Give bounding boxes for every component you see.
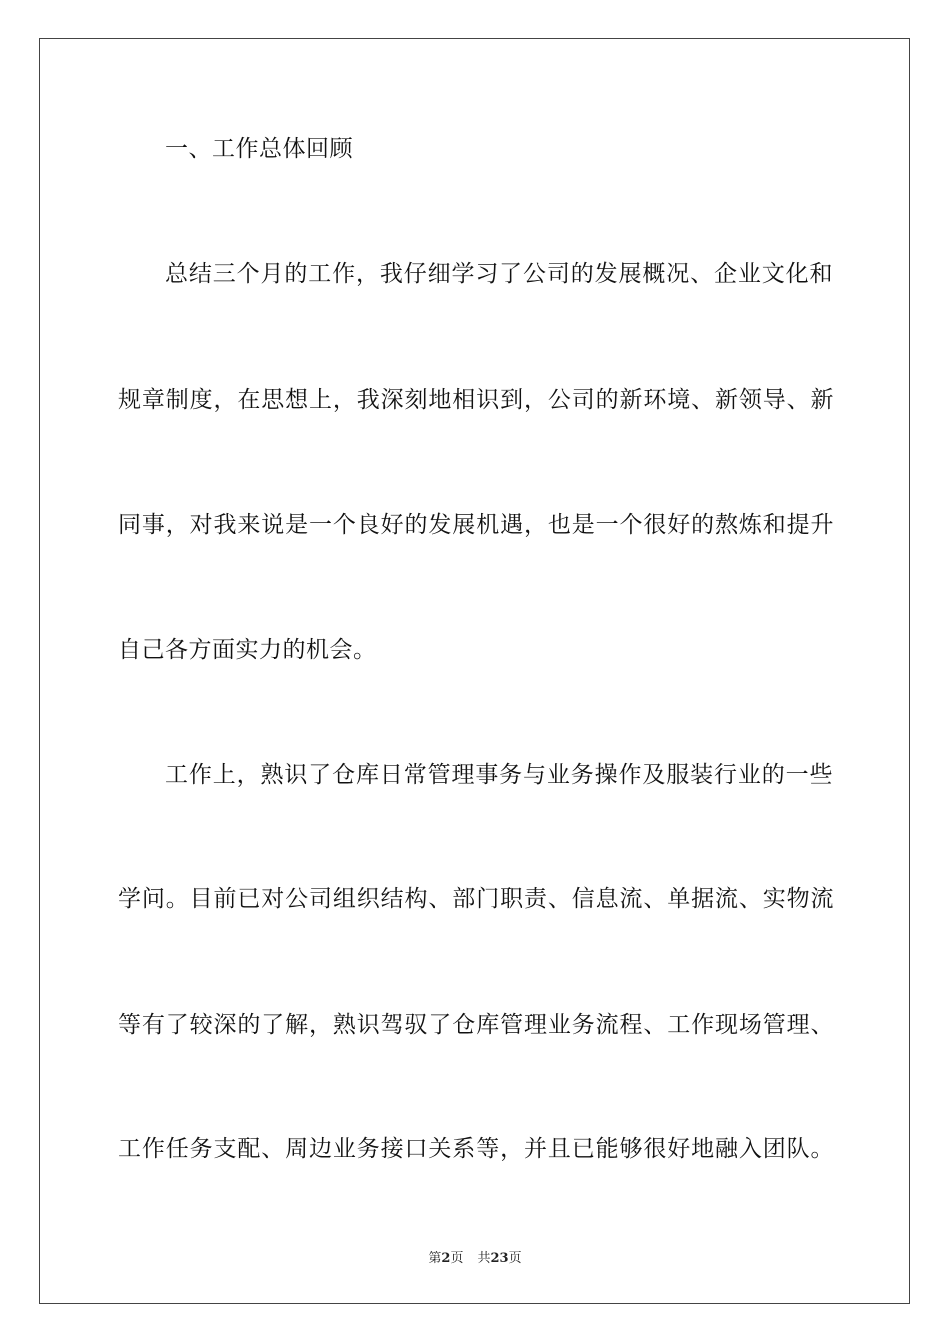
footer-page-prefix: 第 [428,1251,442,1266]
footer-total-suffix: 页 [508,1251,522,1266]
footer-page-suffix: 页 [450,1251,464,1266]
paragraph-2-line-4: 工作任务支配、周边业务接口关系等，并且已能够很好地融入团队。 [118,1136,834,1162]
paragraph-1-line-3: 同事，对我来说是一个良好的发展机遇，也是一个很好的熬炼和提升 [118,512,834,538]
paragraph-1-line-1: 总结三个月的工作，我仔细学习了公司的发展概况、企业文化和 [165,261,833,287]
paragraph-2-line-2: 学问。目前已对公司组织结构、部门职责、信息流、单据流、实物流 [118,886,834,912]
section-heading: 一、工作总体回顾 [165,136,353,162]
footer-total-prefix: 共 [477,1251,491,1266]
page-footer [0,1247,950,1266]
paragraph-1-line-4: 自己各方面实力的机会。 [118,637,377,663]
paragraph-2-line-3: 等有了较深的了解，熟识驾驭了仓库管理业务流程、工作现场管理、 [118,1012,834,1038]
footer-page-total: 23 [490,1251,509,1266]
footer-page-current: 2 [441,1251,451,1266]
page-frame [39,38,910,1304]
paragraph-2-line-1: 工作上，熟识了仓库日常管理事务与业务操作及服装行业的一些 [165,762,833,788]
paragraph-1-line-2: 规章制度，在思想上，我深刻地相识到，公司的新环境、新领导、新 [118,387,834,413]
